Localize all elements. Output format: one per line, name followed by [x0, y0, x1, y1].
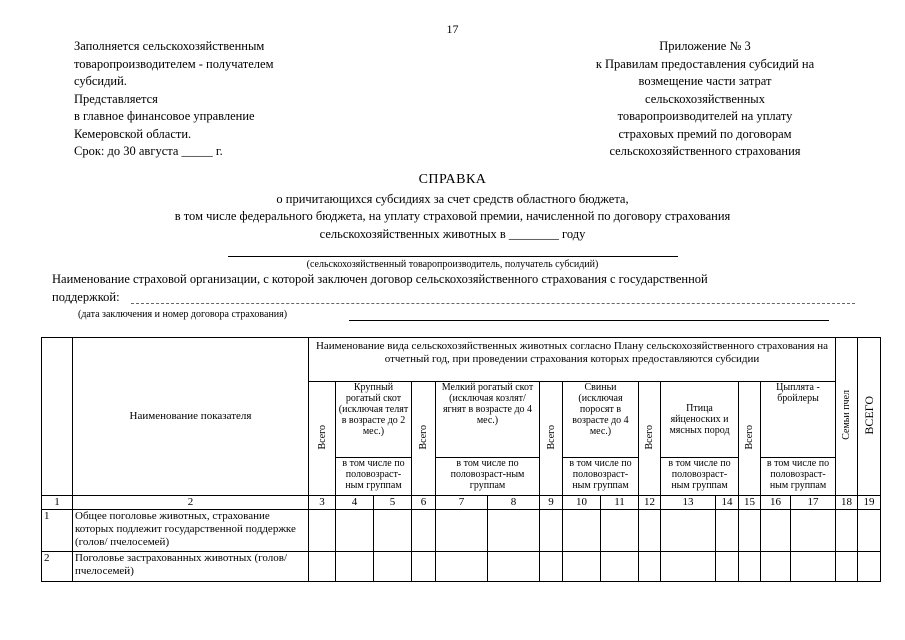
bee-families-header	[836, 338, 858, 496]
column-number: 6	[412, 496, 436, 510]
grand-total-label: ВСЕГО	[861, 395, 876, 435]
total-header: Всего	[412, 382, 436, 496]
insurer-fill-line[interactable]	[131, 303, 855, 304]
data-cell[interactable]	[858, 510, 881, 552]
age-groups-header: в том числе по половозраст-ным группам	[336, 458, 412, 496]
data-cell[interactable]	[488, 510, 540, 552]
data-cell[interactable]	[836, 510, 858, 552]
age-groups-header: в том числе по половозраст-ным группам	[563, 458, 639, 496]
contract-fill-line[interactable]	[349, 320, 829, 321]
data-cell[interactable]	[836, 552, 858, 582]
contract-caption: (дата заключения и номер договора страхования)	[78, 309, 288, 320]
column-numbers-row	[42, 496, 881, 510]
subtitle-line: сельскохозяйственных животных в ________ году	[319, 227, 586, 241]
left-header-line: Кемеровской области.	[74, 126, 192, 141]
data-cell[interactable]	[791, 552, 836, 582]
data-cell[interactable]	[858, 552, 881, 582]
indicator-header: Наименование показателя	[73, 338, 309, 496]
left-header-line: в главное финансовое управление	[74, 109, 255, 123]
column-number: 8	[488, 496, 540, 510]
data-cell[interactable]	[336, 552, 374, 582]
group-header-poultry: Птица яйценоских и мясных пород	[661, 382, 739, 458]
column-number: 13	[661, 496, 716, 510]
right-header-line: товаропроизводителей на уплату	[617, 109, 793, 123]
data-cell[interactable]	[739, 510, 761, 552]
column-number: 9	[540, 496, 563, 510]
data-cell[interactable]	[563, 510, 601, 552]
data-cell[interactable]	[601, 510, 639, 552]
data-cell[interactable]	[716, 510, 739, 552]
data-cell[interactable]	[639, 510, 661, 552]
data-cell[interactable]	[436, 552, 488, 582]
data-cell[interactable]	[374, 510, 412, 552]
group-header-small-cattle: Мелкий рогатый скот (исключая козлят/ягнят в возрасте до 4 мес.)	[436, 382, 540, 458]
row-label: Поголовье застрахованных животных (голов/ пчелосемей)	[73, 552, 309, 582]
data-cell[interactable]	[739, 552, 761, 582]
data-cell[interactable]	[563, 552, 601, 582]
right-header-line: возмещение части затрат	[638, 74, 772, 88]
data-cell[interactable]	[540, 552, 563, 582]
insurer-label-cont: поддержкой:	[52, 290, 120, 304]
insurer-label: Наименование страховой организации, с которой заключен договор сельскохозяйственного страхования с государственной	[52, 272, 708, 286]
data-cell[interactable]	[412, 510, 436, 552]
left-header-line: Заполняется сельскохозяйственным	[74, 39, 265, 53]
data-cell[interactable]	[661, 510, 716, 552]
age-groups-header: в том числе по половозраст-ным группам	[761, 458, 836, 496]
document-title: СПРАВКА	[418, 172, 487, 187]
column-number: 11	[601, 496, 639, 510]
data-cell[interactable]	[661, 552, 716, 582]
right-header-line: страховых премий по договорам	[618, 126, 792, 141]
data-cell[interactable]	[374, 552, 412, 582]
subtitle-line: о причитающихся субсидиях за счет средств областного бюджета,	[276, 192, 629, 206]
column-number: 12	[639, 496, 661, 510]
data-cell[interactable]	[601, 552, 639, 582]
data-cell[interactable]	[309, 552, 336, 582]
row-number: 2	[42, 552, 73, 582]
column-number: 19	[858, 496, 881, 510]
subtitle-line: в том числе федерального бюджета, на уплату страховой премии, начисленной по договору страхования	[174, 209, 731, 223]
left-header-line: товаропроизводителем - получателем	[74, 56, 274, 71]
age-groups-header: в том числе по половозраст-ным группам	[436, 458, 540, 496]
producer-caption: (сельскохозяйственный товаропроизводитель, получатель субсидий)	[306, 259, 599, 270]
total-header: Всего	[739, 382, 761, 496]
data-cell[interactable]	[412, 552, 436, 582]
data-cell[interactable]	[336, 510, 374, 552]
table-row	[42, 510, 881, 552]
producer-fill-line[interactable]	[228, 256, 678, 257]
column-number: 14	[716, 496, 739, 510]
column-number: 4	[336, 496, 374, 510]
row-label: Общее поголовье животных, страхование которых подлежит государственной поддержке (голов/ пчелосемей)	[73, 510, 309, 552]
bee-families-label: Семьи пчел	[841, 390, 852, 440]
right-header-line: Приложение № 3	[659, 39, 751, 53]
data-cell[interactable]	[309, 510, 336, 552]
subsidy-table	[41, 337, 881, 582]
data-cell[interactable]	[436, 510, 488, 552]
data-cell[interactable]	[488, 552, 540, 582]
right-header	[555, 38, 855, 161]
group-header-pigs: Свиньи (исключая поросят в возрасте до 4 мес.)	[563, 382, 639, 458]
left-header-line: субсидий.	[74, 74, 127, 88]
column-number: 3	[309, 496, 336, 510]
total-header: Всего	[639, 382, 661, 496]
column-number: 18	[836, 496, 858, 510]
left-header	[74, 38, 274, 161]
group-header-cattle: Крупный рогатый скот (исключая телят в возрасте до 2 мес.)	[336, 382, 412, 458]
column-number: 16	[761, 496, 791, 510]
group-header-broilers: Цыплята - бройлеры	[761, 382, 836, 458]
grand-total-header	[858, 338, 881, 496]
row-number: 1	[42, 510, 73, 552]
data-cell[interactable]	[540, 510, 563, 552]
table-row	[42, 552, 881, 582]
column-number: 15	[739, 496, 761, 510]
left-header-line: Представляется	[74, 91, 158, 106]
header-cell-num	[42, 338, 73, 496]
column-number: 17	[791, 496, 836, 510]
total-header: Всего	[540, 382, 563, 496]
animal-group-header: Наименование вида сельскохозяйственных животных согласно Плану сельскохозяйственного страхования на отчетный год, при проведении страхования которых предоставляются субсидии	[309, 338, 836, 382]
column-number: 10	[563, 496, 601, 510]
data-cell[interactable]	[761, 510, 791, 552]
column-number: 2	[73, 496, 309, 510]
page-number: 17	[446, 22, 459, 36]
data-cell[interactable]	[761, 552, 791, 582]
column-number: 7	[436, 496, 488, 510]
data-cell[interactable]	[791, 510, 836, 552]
right-header-line: к Правилам предоставления субсидий на	[595, 56, 815, 71]
data-cell[interactable]	[716, 552, 739, 582]
total-header: Всего	[309, 382, 336, 496]
right-header-line: сельскохозяйственного страхования	[609, 144, 801, 158]
data-cell[interactable]	[639, 552, 661, 582]
left-header-line: Срок: до 30 августа _____ г.	[74, 144, 223, 158]
age-groups-header: в том числе по половозраст-ным группам	[661, 458, 739, 496]
right-header-line: сельскохозяйственных	[645, 91, 765, 106]
column-number: 1	[42, 496, 73, 510]
column-number: 5	[374, 496, 412, 510]
